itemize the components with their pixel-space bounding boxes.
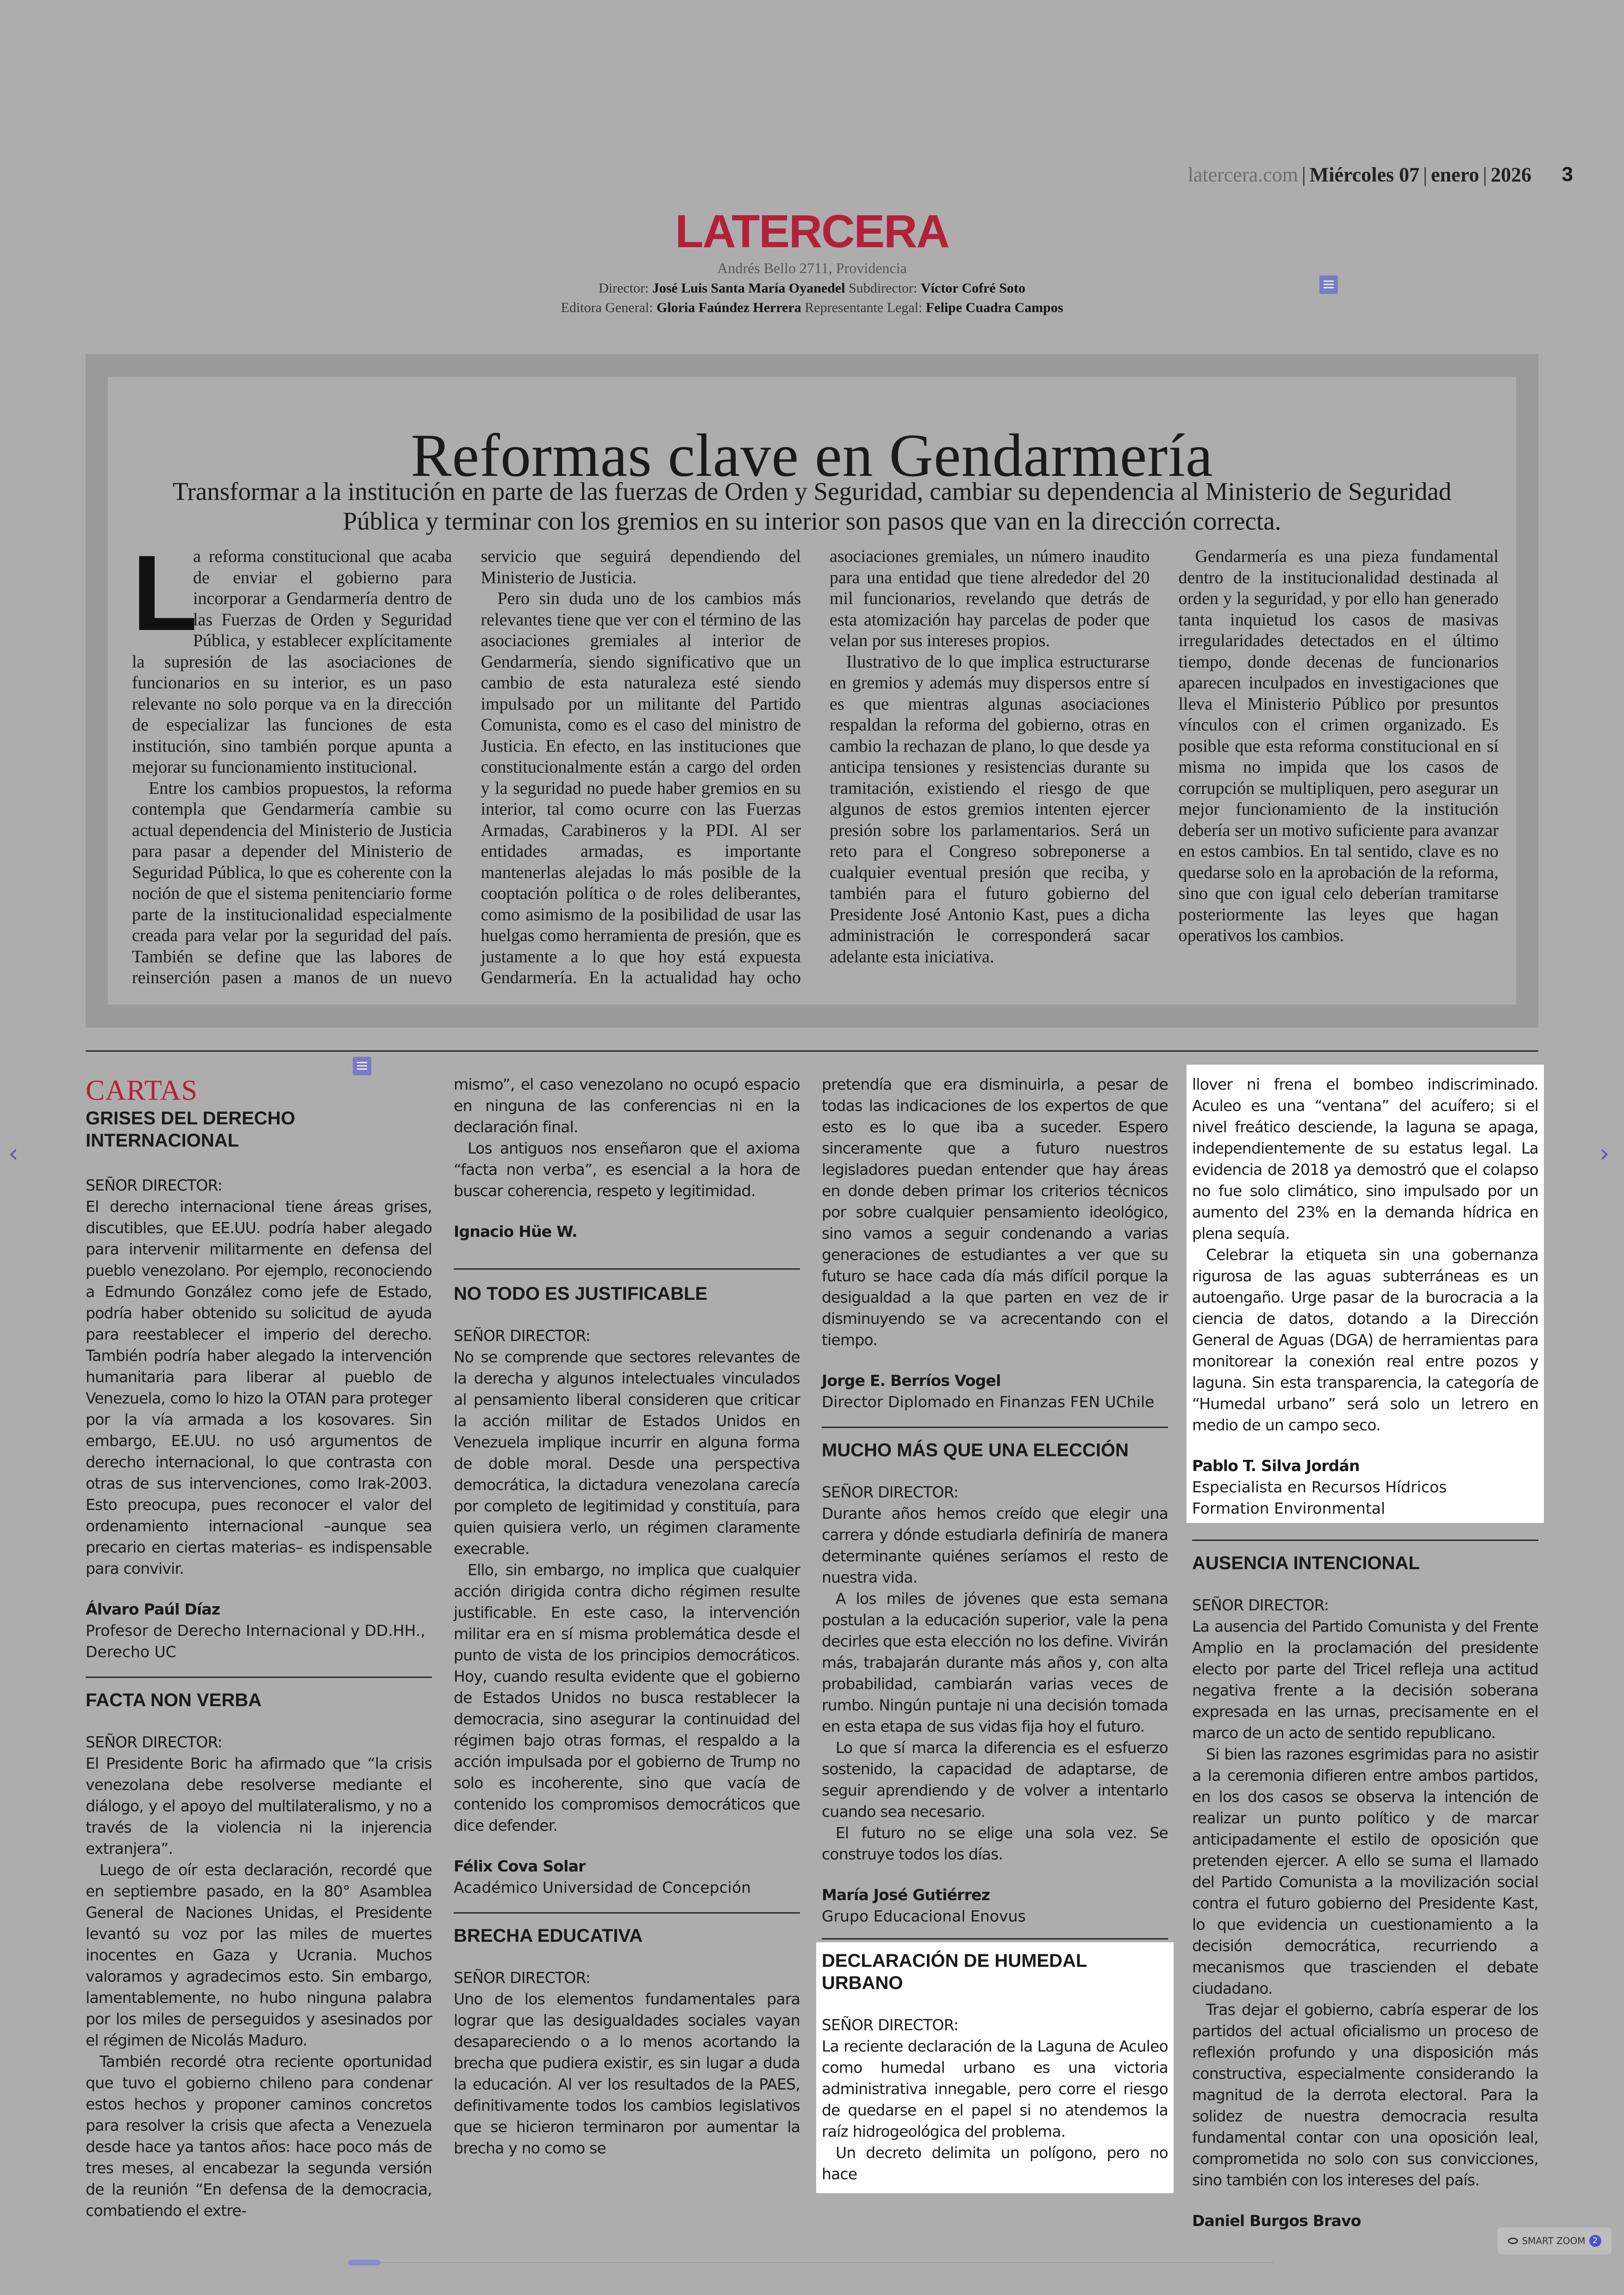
masthead <box>0 206 1624 316</box>
letter-paragraph: Si bien las razones esgrimidas para no asistir a la ceremonia difieren entre ambos partidos, en los dos casos se observa la intención de realizar un punto político y de marcar anticipadamente el estilo de oposición que pretenden ejercer. A ello se suma el llamado del Partido Comunista a la movilización social contra el futuro gobierno del Presidente Kast, lo que evidencia un cuestionamiento a la decisión democrática, recurriendo a mecanismos que trascienden el debate ciudadano. <box>1192 1745 1538 1997</box>
letter-salute: SEÑOR DIRECTOR: <box>822 1483 959 1501</box>
comment-icon[interactable] <box>353 1057 371 1075</box>
editorial-paragraph: Entre los cambios propuestos, la reforma contempla que Gendarmería cambie su actual dependencia del Ministerio de Justicia para pasar a depender del Ministerio de Seguridad Pública, lo que es coherente con la noción de que el sistema penitenciario forme parte de la institucionalidad especialmente creada para velar por la seguridad del país. También se define que las labores de reinserción pasen a manos de un nuevo servicio que seguirá dependiendo del Ministerio de Justicia. <box>132 547 801 987</box>
letter-headline: AUSENCIA INTENCIONAL <box>1192 1553 1420 1573</box>
editorial-subtitle: Transformar a la institución en parte de las fuerzas de Orden y Seguridad, cambiar su dependencia al Ministerio de Seguridad Pública y terminar con los gremios en su interior son pasos que van en la dirección correcta. <box>172 477 1452 535</box>
section-divider <box>86 1050 1538 1052</box>
editorial-paragraph: Gendarmería es una pieza fundamental dentro de la institucionalidad destinada al orden y la seguridad, y por ello han generado tanta inquietud los casos de masivas irregularidades detectados en el último tiempo, donde decenas de funcionarios aparecen inculpados en investigaciones que lleva el Ministerio Público por presuntos vínculos con el crimen organizado. Es posible que esta reforma constitucional en sí misma no impida que los casos de corrupción se multipliquen, pero asegurar un mejor funcionamiento de la institución debería ser un motivo suficiente para avanzar en estos cambios. En tal sentido, clave es no quedarse solo en la aprobación de la reforma, sino que con igual celo deberían tramitarse posteriormente las leyes que hagan operativos los cambios. <box>1178 547 1499 945</box>
smart-zoom-label: SMART ZOOM <box>1522 2235 1586 2246</box>
logo: LATERCERA <box>675 206 949 257</box>
letter-salute: SEÑOR DIRECTOR: <box>1192 1596 1329 1614</box>
editorial-paragraph: Pero sin duda uno de los cambios más relevantes tiene que ver con el término de las asociaciones gremiales al interior de Gendarmería, siendo significativo que un cambio de esta naturaleza esté siendo impulsado por un militante del Partido Comunista, como es el caso del ministro de Justicia. En efecto, en las instituciones que constitucionalmente están a cargo del orden y la seguridad no puede haber gremios en su interior, tal como ocurre con las Fuerzas Armadas, Carabineros y la PDI. Al ser entidades armadas, es importante mantenerlas alejadas lo más posible de la cooptación política o de roles deliberantes, como asimismo de la posibilidad de usar las huelgas como herramienta de presión, que es justamente a lo que hoy está expuesta Gendarmería. En la actualidad hay ocho asociaciones gremiales, un número inaudito para una entidad que tiene alrededor del 20 mil funcionarios, revelando que detrás de esta atomización hay parcelas de poder que velan por sus intereses propios. <box>481 547 1150 987</box>
smart-zoom-badge: 2 <box>1589 2235 1601 2247</box>
page-header-date: latercera.com | Miércoles 07 | enero | 2026 <box>1187 163 1531 186</box>
letters-column-1 <box>86 1074 432 2221</box>
letter-author-role: Académico Universidad de Concepción <box>454 1878 751 1896</box>
editorial-body <box>132 533 1499 989</box>
letter-author: Ignacio Hüe W. <box>454 1222 577 1241</box>
editorial-paragraph: L a reforma constitucional que acaba de enviar el gobierno para incorporar a Gendarmería dentro de las Fuerzas de Orden y Seguridad Pública, y establecer explícitamente la supresión de las asociaciones de funcionarios en su interior, es un paso relevante no solo porque va en la dirección de especializar las funciones de esta institución, sino también porque apunta a mejorar su funcionamiento institucional. <box>132 533 452 777</box>
letters-column-2 <box>454 1074 800 2159</box>
cartas-section-title: CARTAS <box>86 1075 198 1106</box>
eye-icon <box>1508 2238 1518 2244</box>
letter-paragraph: mismo”, el caso venezolano no ocupó espacio en ninguna de las conferencias ni en la declaración final. <box>454 1075 800 1136</box>
letter-salute: SEÑOR DIRECTOR: <box>86 1176 223 1194</box>
letter-paragraph: El Presidente Boric ha afirmado que “la crisis venezolana debe resolverse mediante el diálogo, y el apoyo del multilateralismo, y no a través de la violencia ni la injerencia extranjera”. <box>86 1754 432 1858</box>
letter-headline: DECLARACIÓN DE HUMEDAL URBANO <box>822 1951 1087 1993</box>
letter-author: Jorge E. Berríos Vogel <box>822 1372 1001 1390</box>
letter-author: Félix Cova Solar <box>454 1857 586 1875</box>
letter-headline: GRISES DEL DERECHO INTERNACIONAL <box>86 1108 295 1151</box>
letter-paragraph: Uno de los elementos fundamentales para lograr que las desigualdades sociales vayan desapareciendo o a lo menos acortando la brecha que pudiera existir, es sin lugar a duda la educación. Al ver los resultados de la PAES, definitivamente todos los cambios legislativos que se hicieron terminaron por aumentar la brecha y no como se <box>454 1990 800 2157</box>
chevron-left-icon[interactable]: ‹ <box>8 1139 19 1168</box>
letter-paragraph: Lo que sí marca la diferencia es el esfuerzo sostenido, la capacidad de adaptarse, de seguir aprendiendo y de volver a intentarlo cuando sea necesario. <box>822 1739 1168 1821</box>
masthead-address: Andrés Bello 2711, Providencia <box>717 260 907 276</box>
letter-author-role: Director Diplomado en Finanzas FEN UChile <box>822 1393 1155 1411</box>
letter-paragraph: Tras dejar el gobierno, cabría esperar de los partidos del actual oficialismo un proceso de reflexión profundo y una disposición más constructiva, especialmente considerando la magnitud de la derrota electoral. Para la solidez de nuestra democracia resulta fundamental contar con una oposición leal, comprometida no solo con sus convicciones, sino también con los intereses del país. <box>1192 2001 1538 2189</box>
highlighted-letter-continued[interactable] <box>1187 1065 1544 1523</box>
chevron-right-icon[interactable]: › <box>1599 1139 1610 1168</box>
letter-author: Pablo T. Silva Jordán <box>1192 1457 1360 1475</box>
letter-salute: SEÑOR DIRECTOR: <box>454 1327 591 1345</box>
highlighted-letter[interactable] <box>816 1942 1174 2193</box>
letter-paragraph: llover ni frena el bombeo indiscriminado. Aculeo es una “ventana” del acuífero; si el nivel freático desciende, la laguna se apaga, independientemente de su estatus legal. La evidencia de 2018 ya demostró que el colapso no fue solo climático, sino impulsado por un aumento del 23% en la demanda hídrica en plena sequía. <box>1192 1075 1538 1242</box>
masthead-staff-2: Editora General: Gloria Faúndez Herrera Representante Legal: Felipe Cuadra Campos <box>561 300 1063 315</box>
editorial-paragraph: Ilustrativo de lo que implica estructurarse en gremios y además muy dispersos entre sí es que mientras algunas asociaciones respaldan la reforma del gobierno, otras en cambio la rechazan de plano, lo que desde ya anticipa tensiones y resistencias durante su tramitación, existiendo el riesgo de que algunos de estos gremios intenten ejercer presión sobre los parlamentarios. Será un reto para el Congreso sobreponerse a cualquier eventual presión que reciba, y también para el futuro gobierno del Presidente José Antonio Kast, pues a dicha administración le corresponderá sacar adelante esta iniciativa. <box>830 652 1150 967</box>
letter-paragraph: Celebrar la etiqueta sin una gobernanza rigurosa de las aguas subterráneas es un autoengaño. Urge pasar de la burocracia a la ciencia de datos, dotando a la Dirección General de Aguas (DGA) de herramientas para monitorear la conexión real entre pozos y laguna. Sin esta transparencia, la categoría de “Humedal urbano” será solo un letrero en medio de un campo seco. <box>1192 1246 1538 1434</box>
letter-paragraph: Los antiguos nos enseñaron que el axioma “facta non verba”, es esencial a la hora de buscar coherencia, respeto y legitimidad. <box>454 1139 800 1200</box>
letters-column-4 <box>1192 1065 1538 2232</box>
letter-paragraph: Durante años hemos creído que elegir una carrera y dónde estudiarla definiría de manera determinante quiénes seríamos el resto de nuestra vida. <box>822 1504 1168 1586</box>
page-scroll-track[interactable] <box>348 2262 1274 2263</box>
page-scroll-thumb[interactable] <box>348 2260 381 2265</box>
comment-icon[interactable] <box>1319 275 1338 294</box>
letter-salute: SEÑOR DIRECTOR: <box>822 2016 959 2034</box>
letter-author-role: Especialista en Recursos Hídricos <box>1192 1478 1447 1496</box>
letter-paragraph: El futuro no se elige una sola vez. Se construye todos los días. <box>822 1824 1168 1863</box>
header-month: enero <box>1430 163 1480 186</box>
editorial-title: Reformas clave en Gendarmería <box>411 421 1213 489</box>
letter-paragraph: La ausencia del Partido Comunista y del Frente Amplio en la proclamación del presidente electo por parte del Tricel refleja una actitud negativa frente a la decisión soberana expresada en las urnas, precisamente en el marco de un acto de sentido republicano. <box>1192 1617 1538 1742</box>
letter-author: Daniel Burgos Bravo <box>1192 2212 1361 2230</box>
letter-salute: SEÑOR DIRECTOR: <box>86 1733 223 1751</box>
letters-column-3 <box>822 1074 1168 2193</box>
letter-author: Álvaro Paúl Díaz <box>86 1600 220 1618</box>
letter-paragraph: Ello, sin embargo, no implica que cualquier acción dirigida contra dicho régimen resulte justificable. En este caso, la intervención militar era en sí misma problemática desde el punto de vista de los principios democráticos. Hoy, cuando resulta evidente que el gobierno de Estados Unidos no busca restablecer la democracia, sino asegurar la continuidad del régimen bajo otras formas, el respaldo a la acción impulsada por el gobierno de Trump no solo es incoherente, sino que vacía de contenido los compromisos democráticos que dice defender. <box>454 1561 800 1834</box>
letter-paragraph: La reciente declaración de la Laguna de Aculeo como humedal urbano es una victoria administrativa innegable, pero corre el riesgo de quedarse en el papel si no atendemos la raíz hidrogeológica del problema. <box>822 2037 1168 2140</box>
masthead-staff-1: Director: José Luis Santa María Oyanedel Subdirector: Víctor Cofré Soto <box>599 281 1025 296</box>
letter-paragraph: pretendía que era disminuirla, a pesar de todas las indicaciones de los expertos de que esto es lo que iba a suceder. Espero sinceramente que a futuro nuestros legisladores puedan entender que hay áreas en donde deben primar los criterios técnicos por sobre cualquier pensamiento ideológico, sino vamos a seguir condenando a varias generaciones de estudiantes a ver que su futuro se hace cada día más difícil porque la desigualdad a la que parten en vez de ir disminuyendo se va acrecentando con el tiempo. <box>822 1075 1168 1349</box>
dropcap: L <box>132 533 198 653</box>
letter-paragraph: A los miles de jóvenes que esta semana postulan a la educación superior, vale la pena decirles que esta elección no los define. Vivirán más, trabajarán durante más años y, con alta probabilidad, cambiarán varias veces de rumbo. Ningún puntaje ni una decisión tomada en esta etapa de sus vidas fija hoy el futuro. <box>822 1590 1168 1735</box>
letter-paragraph: Un decreto delimita un polígono, pero no hace <box>822 2144 1168 2183</box>
letter-headline: NO TODO ES JUSTIFICABLE <box>454 1284 708 1304</box>
letter-headline: MUCHO MÁS QUE UNA ELECCIÓN <box>822 1440 1129 1460</box>
letter-author-role: Grupo Educacional Enovus <box>822 1907 1026 1925</box>
letter-paragraph: No se comprende que sectores relevantes de la derecha y algunos intelectuales vinculados al pensamiento liberal consideren que criticar la acción militar de Estados Unidos en Venezuela implique incurrir en alguna forma de doble moral. Desde una perspectiva democrática, la dictadura venezolana carecía por completo de legitimidad y constituía, para quien quisiera verlo, un régimen claramente execrable. <box>454 1348 800 1558</box>
letter-author-role: Formation Environmental <box>1192 1499 1386 1517</box>
letter-author: María José Gutiérrez <box>822 1886 990 1904</box>
header-year: 2026 <box>1491 163 1531 186</box>
letter-headline: BRECHA EDUCATIVA <box>454 1926 643 1946</box>
letter-paragraph: El derecho internacional tiene áreas grises, discutibles, que EE.UU. podría haber alegado para intervenir militarmente en defensa del pueblo venezolano. Por ejemplo, reconociendo a Edmundo González como jefe de Estado, podría haber obtenido su solicitud de ayuda para reestablecer el imperio del derecho. También podría haber alegado la intervención humanitaria para liberar al pueblo de Venezuela, como lo hizo la OTAN para proteger por la vía armada a los kosovares. Sin embargo, EE.UU. no usó argumentos de derecho internacional, lo que contrasta con otras de sus intervenciones, como Irak-2003. Esto preocupa, pues reconocer el valor del ordenamiento internacional –aunque sea precario en ciertas materias– es indispensable para convivir. <box>86 1197 432 1578</box>
letter-divider <box>822 1938 1168 1940</box>
editorial-box <box>86 354 1538 1028</box>
header-day: Miércoles 07 <box>1309 163 1420 186</box>
page-number: 3 <box>1562 163 1573 186</box>
smart-zoom-button[interactable] <box>1498 2227 1612 2254</box>
site-name[interactable]: latercera.com <box>1187 163 1298 186</box>
letter-paragraph: Luego de oír esta declaración, recordé que en septiembre pasado, en la 80° Asamblea General de Naciones Unidas, el Presidente levantó su voz por las miles de muertes inocentes en Gaza y Ucrania. Muchos valoramos y agradecimos esto. Sin embargo, lamentablemente, no hubo ninguna palabra por los miles de perseguidos y asesinados por el régimen de Nicolás Maduro. <box>86 1861 432 2049</box>
letter-headline: FACTA NON VERBA <box>86 1690 262 1710</box>
letter-paragraph: También recordé otra reciente oportunidad que tuvo el gobierno chileno para condenar estos hechos y proponer caminos concretos para resolver la crisis que afecta a Venezuela desde hace ya tantos años: hace poco más de tres meses, al encabezar la segunda versión de la reunión “En defensa de la democracia, combatiendo el extre- <box>86 2052 432 2220</box>
letter-salute: SEÑOR DIRECTOR: <box>454 1969 591 1987</box>
letter-author-role: Profesor de Derecho Internacional y DD.HH., Derecho UC <box>86 1621 425 1661</box>
